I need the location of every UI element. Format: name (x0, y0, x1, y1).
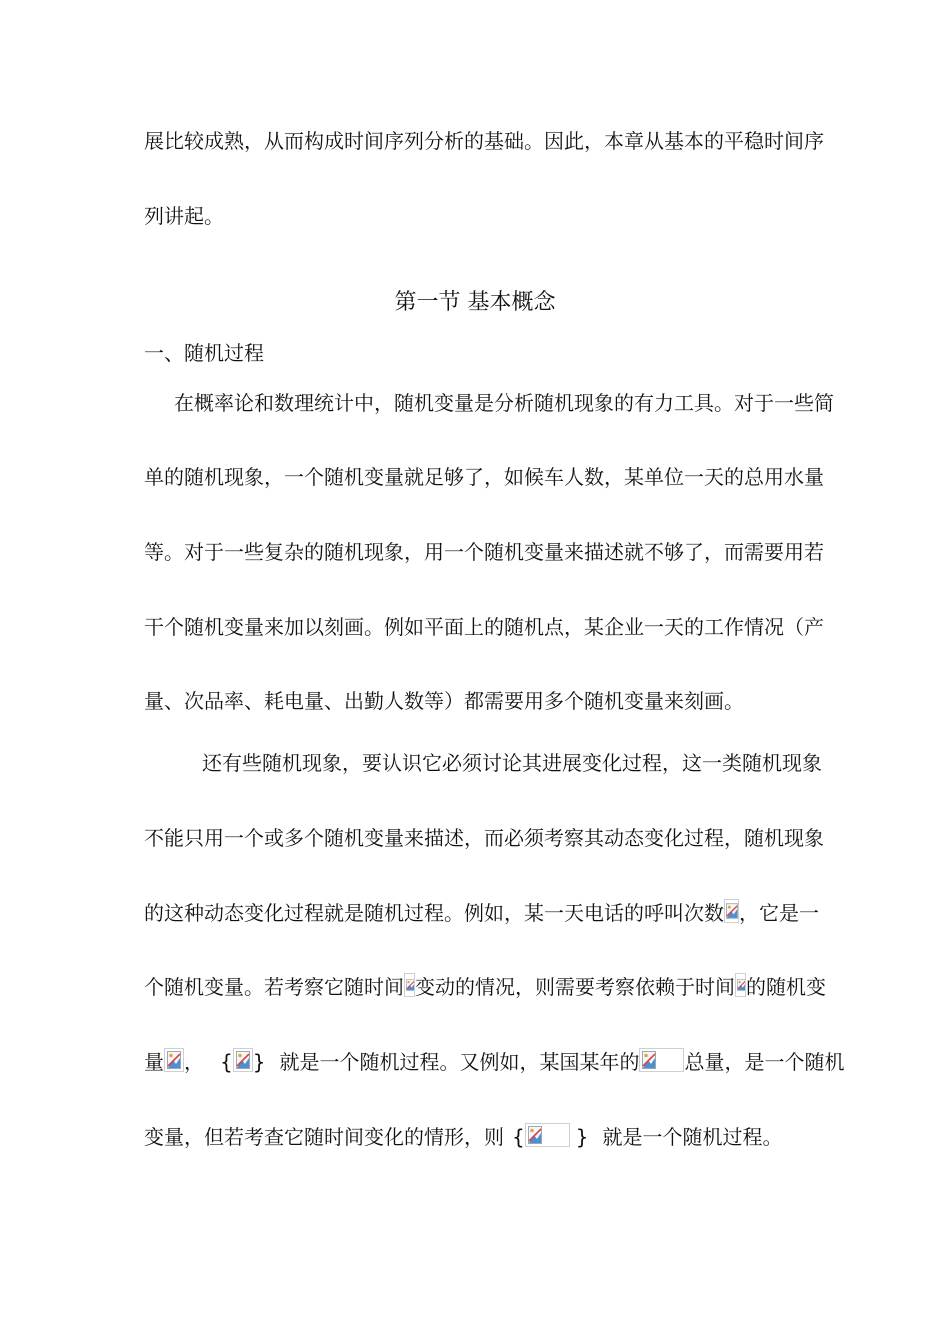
body-text-line: 列讲起。 (144, 204, 224, 228)
paragraph-line: 干个随机变量来加以刻画。例如平面上的随机点，某企业一天的工作情况（产 (144, 615, 824, 639)
paragraph-line: 等。对于一些复杂的随机现象，用一个随机变量来描述就不够了，而需要用若 (144, 540, 824, 564)
paragraph-line (144, 899, 819, 927)
broken-image-icon (525, 1123, 570, 1147)
paragraph-line: 单的随机现象，一个随机变量就足够了，如候车人数，某单位一天的总用水量 (144, 465, 824, 489)
text-segment: { (512, 1125, 525, 1149)
text-segment: 就是一个随机过程。 (602, 1125, 783, 1149)
text-segment: 变量，但若考查它随时间变化的情形，则 (144, 1125, 504, 1149)
text-segment: 量 (144, 1050, 164, 1074)
broken-image-icon (724, 899, 739, 923)
text-segment: 总量，是一个随机 (684, 1050, 845, 1074)
text-segment: { (220, 1050, 233, 1074)
text-segment: } (575, 1125, 589, 1149)
text-segment: 就是一个随机过程。又例如，某国某年的 (279, 1050, 640, 1074)
paragraph-line (144, 973, 826, 1001)
text-segment: } (252, 1050, 266, 1074)
broken-image-icon (639, 1048, 684, 1072)
paragraph-line: 还有些随机现象，要认识它必须讨论其进展变化过程，这一类随机现象 (202, 751, 822, 775)
body-text-line: 展比较成熟，从而构成时间序列分析的基础。因此，本章从基本的平稳时间序 (144, 129, 824, 153)
text-segment: 变动的情况，则需要考察依赖于时间 (415, 975, 735, 999)
broken-image-icon (233, 1048, 253, 1072)
paragraph-line: 不能只用一个或多个随机变量来描述，而必须考察其动态变化过程，随机现象 (144, 826, 824, 850)
text-segment: 的随机变 (746, 975, 826, 999)
paragraph-line (144, 1048, 844, 1076)
paragraph-line: 量、次品率、耗电量、出勤人数等）都需要用多个随机变量来刻画。 (144, 689, 744, 713)
text-segment: 的这种动态变化过程就是随机过程。例如，某一天电话的呼叫次数 (144, 901, 724, 925)
broken-image-icon (164, 1048, 184, 1072)
paragraph-line: 在概率论和数理统计中，随机变量是分析随机现象的有力工具。对于一些简 (174, 391, 834, 415)
subheading: 一、随机过程 (144, 341, 264, 365)
text-segment: ，它是一 (739, 901, 819, 925)
broken-image-icon (735, 973, 746, 997)
text-segment: 个随机变量。若考察它随时间 (144, 975, 404, 999)
section-title: 第一节 基本概念 (394, 290, 556, 315)
broken-image-icon (404, 973, 415, 997)
paragraph-line (144, 1123, 782, 1151)
text-segment: ， (184, 1050, 204, 1074)
